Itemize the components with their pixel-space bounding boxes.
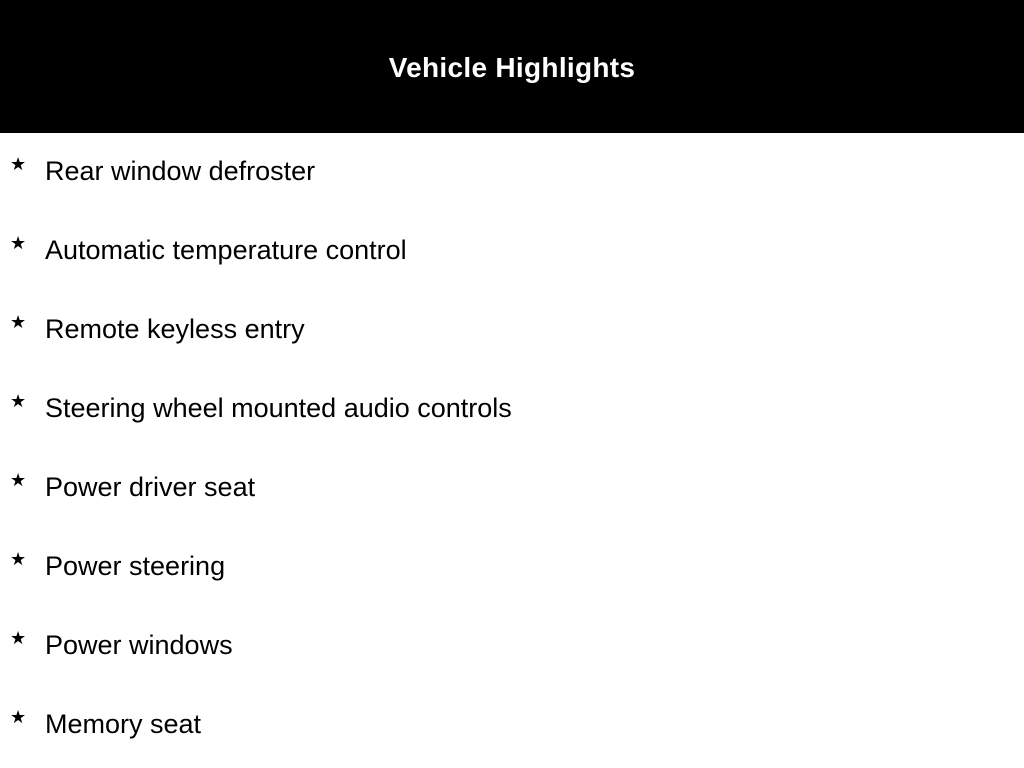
header-bar: [0, 0, 1024, 133]
highlight-label: Memory seat: [45, 709, 202, 739]
highlights-list: [0, 133, 1024, 765]
highlight-label: Power windows: [45, 630, 233, 660]
star-icon: ★: [10, 154, 27, 175]
star-icon: ★: [10, 470, 27, 491]
star-icon: ★: [10, 312, 27, 333]
list-item: [0, 607, 1024, 686]
list-item: [0, 212, 1024, 291]
list-item: [0, 449, 1024, 528]
list-item: [0, 291, 1024, 370]
highlight-label: Rear window defroster: [45, 156, 316, 186]
star-icon: ★: [10, 391, 27, 412]
list-item: [0, 133, 1024, 212]
list-item: [0, 370, 1024, 449]
highlight-label: Remote keyless entry: [45, 314, 305, 344]
highlight-label: Steering wheel mounted audio controls: [45, 393, 512, 423]
star-icon: ★: [10, 707, 27, 728]
page-title: Vehicle Highlights: [388, 51, 636, 83]
highlight-label: Automatic temperature control: [45, 235, 407, 265]
star-icon: ★: [10, 549, 27, 570]
highlight-label: Power steering: [45, 551, 226, 581]
list-item: [0, 528, 1024, 607]
star-icon: ★: [10, 628, 27, 649]
star-icon: ★: [10, 233, 27, 254]
list-item: [0, 686, 1024, 765]
highlight-label: Power driver seat: [45, 472, 256, 502]
